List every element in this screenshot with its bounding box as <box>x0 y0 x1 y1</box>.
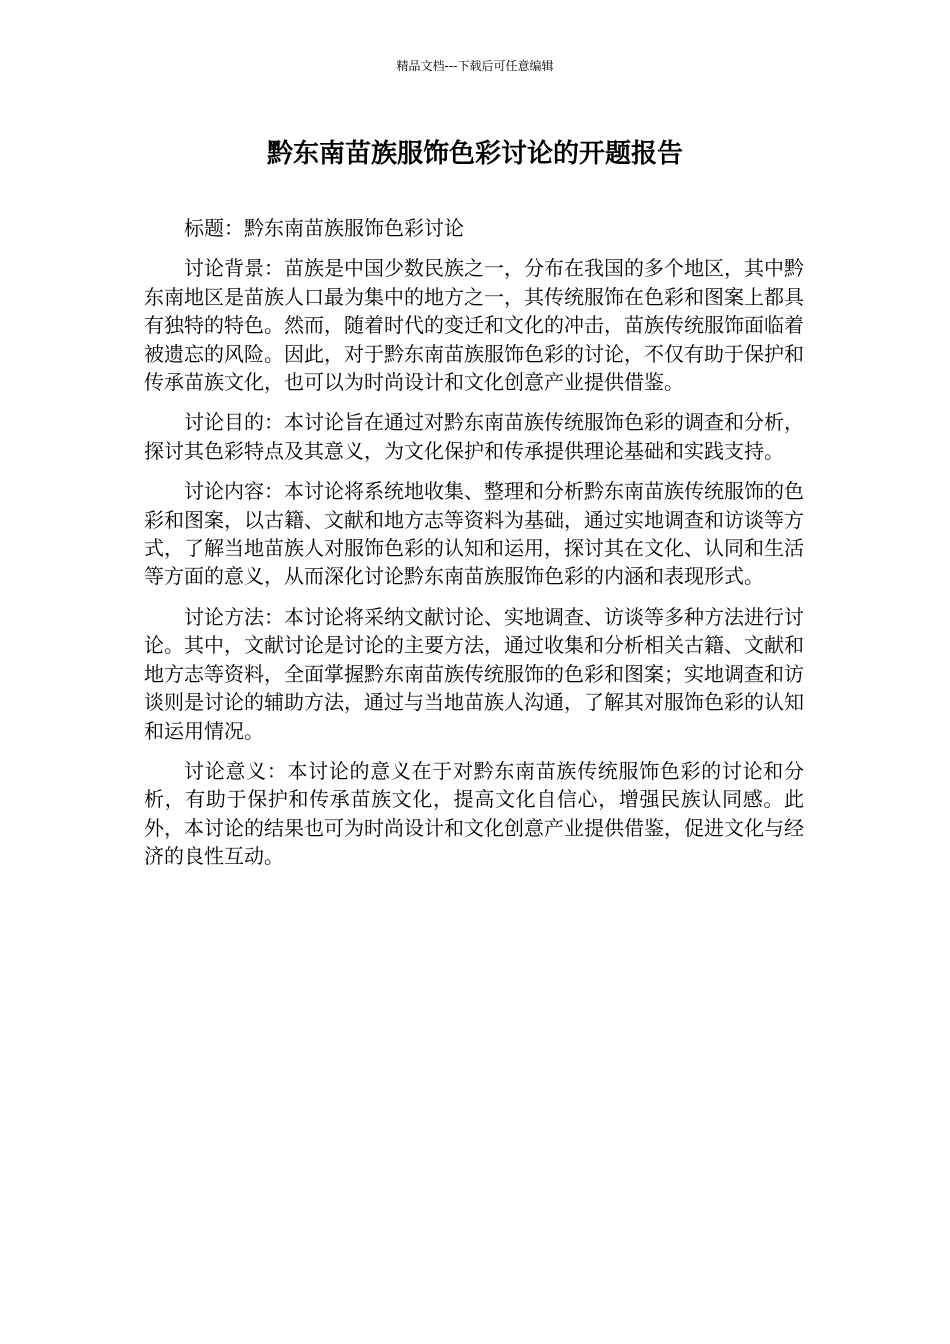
paragraph-subject: 标题：黔东南苗族服饰色彩讨论 <box>184 216 464 240</box>
header-note: 精品文档---下载后可任意编辑 <box>396 59 554 73</box>
document-body <box>144 214 804 883</box>
paragraph-purpose: 讨论目的：本讨论旨在通过对黔东南苗族传统服饰色彩的调查和分析，探讨其色彩特点及其意义，为文化保护和传承提供理论基础和实践支持。 <box>144 410 804 463</box>
document-title: 黔东南苗族服饰色彩讨论的开题报告 <box>266 139 683 169</box>
paragraph-background: 讨论背景：苗族是中国少数民族之一，分布在我国的多个地区，其中黔东南地区是苗族人口最为集中的地方之一，其传统服饰在色彩和图案上都具有独特的特色。然而，随着时代的变迁和文化的冲击，苗族传统服饰面临着被遗忘的风险。因此，对于黔东南苗族服饰色彩的讨论，不仅有助于保护和传承苗族文化，也可以为时尚设计和文化创意产业提供借鉴。 <box>144 256 804 395</box>
paragraph-content: 讨论内容：本讨论将系统地收集、整理和分析黔东南苗族传统服饰的色彩和图案，以古籍、文献和地方志等资料为基础，通过实地调查和访谈等方式，了解当地苗族人对服饰色彩的认知和运用，探讨其在文化、认同和生活等方面的意义，从而深化讨论黔东南苗族服饰色彩的内涵和表现形式。 <box>144 479 804 589</box>
paragraph-significance: 讨论意义：本讨论的意义在于对黔东南苗族传统服饰色彩的讨论和分析，有助于保护和传承苗族文化，提高文化自信心，增强民族认同感。此外，本讨论的结果也可为时尚设计和文化创意产业提供借鉴，促进文化与经济的良性互动。 <box>144 758 804 869</box>
paragraph-method: 讨论方法：本讨论将采纳文献讨论、实地调查、访谈等多种方法进行讨论。其中，文献讨论是讨论的主要方法，通过收集和分析相关古籍、文献和地方志等资料，全面掌握黔东南苗族传统服饰的色彩和图案；实地调查和访谈则是讨论的辅助方法，通过与当地苗族人沟通，了解其对服饰色彩的认知和运用情况。 <box>144 604 804 743</box>
